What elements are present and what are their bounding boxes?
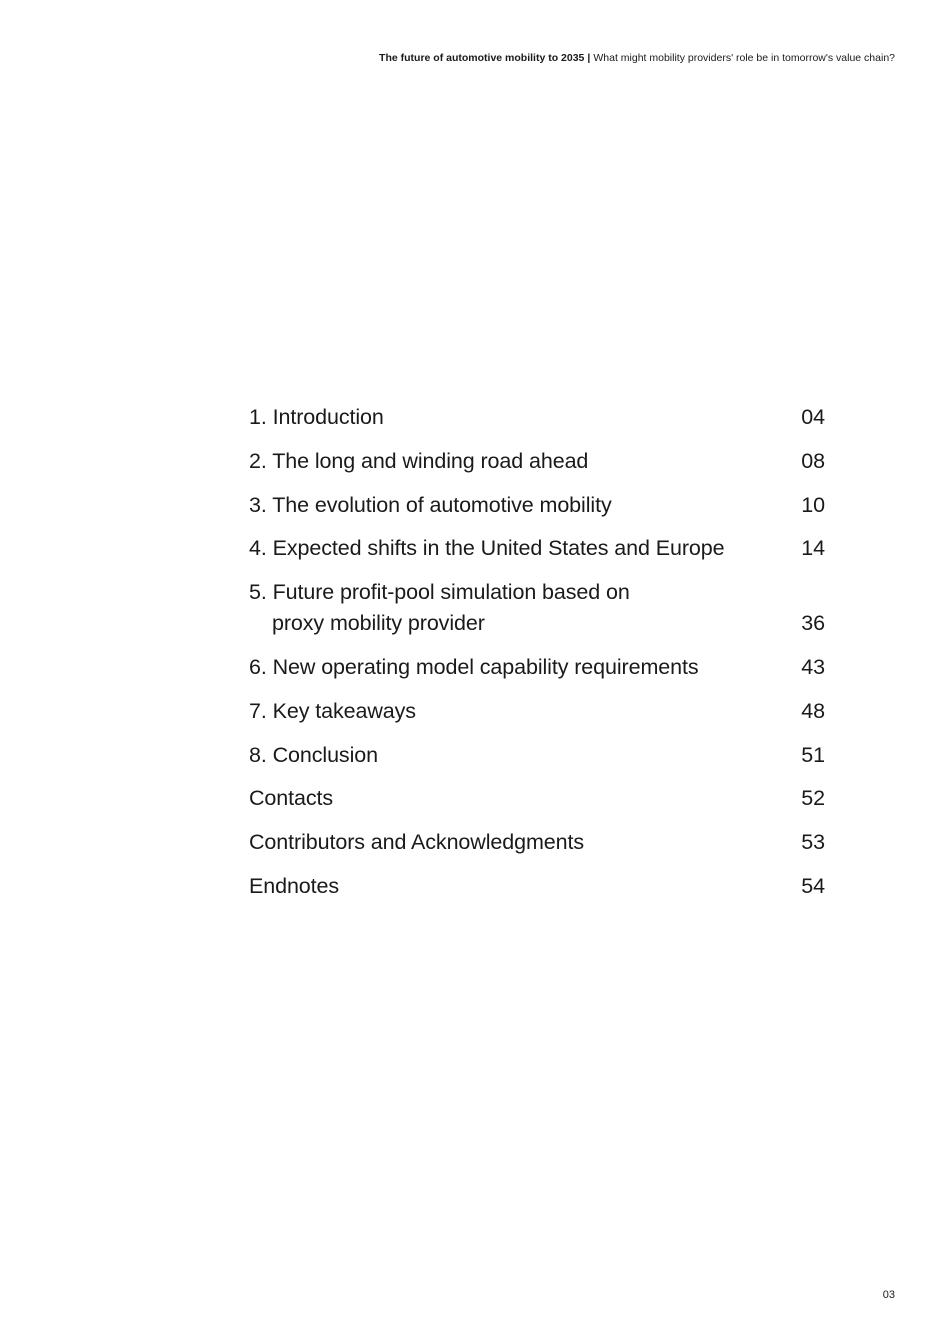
toc-entry-title	[249, 740, 378, 771]
toc-entry-page: 53	[801, 830, 825, 855]
toc-entry-title	[249, 533, 724, 564]
toc-entry-page: 14	[801, 536, 825, 561]
toc-entry-endnotes[interactable]	[249, 871, 825, 902]
toc-title-text: Contributors and Acknowledgments	[249, 830, 585, 855]
toc-title-text: 5. Future profit-pool simulation based on	[249, 580, 630, 605]
table-of-contents	[249, 402, 825, 915]
toc-entry-profit-pool-simulation[interactable]	[249, 577, 825, 639]
toc-entry-title	[249, 696, 416, 727]
toc-entry-title	[249, 871, 339, 902]
toc-title-text: 3. The evolution of automotive mobility	[249, 492, 612, 517]
toc-entry-page: 51	[801, 742, 825, 767]
toc-entry-operating-model[interactable]	[249, 652, 825, 683]
toc-entry-introduction[interactable]	[249, 402, 825, 433]
page-number: 03	[882, 1289, 895, 1301]
toc-entry-contacts[interactable]	[249, 783, 825, 814]
toc-entry-title	[249, 490, 612, 521]
toc-entry-page: 48	[801, 698, 825, 723]
toc-entry-page: 08	[801, 448, 825, 473]
toc-entry-title	[249, 577, 630, 639]
running-header	[379, 52, 895, 64]
toc-title-text: 8. Conclusion	[249, 742, 378, 767]
toc-entry-page: 43	[801, 654, 825, 679]
toc-title-text: 1. Introduction	[249, 405, 384, 429]
report-subtitle: What might mobility providers' role be in tomorrow's value chain?	[593, 52, 895, 64]
toc-entry-conclusion[interactable]	[249, 740, 825, 771]
toc-entry-contributors[interactable]	[249, 827, 825, 858]
toc-title-text: 6. New operating model capability requirements	[249, 654, 699, 679]
toc-entry-long-and-winding-road[interactable]	[249, 446, 825, 477]
toc-entry-page: 10	[801, 492, 825, 517]
toc-entry-page: 04	[801, 405, 825, 429]
toc-title-text: 7. Key takeaways	[249, 698, 416, 723]
toc-entry-page: 54	[801, 873, 825, 898]
header-separator: |	[587, 52, 591, 64]
toc-title-text: Endnotes	[249, 873, 340, 898]
toc-entry-title	[249, 652, 699, 683]
toc-entry-title	[249, 402, 384, 433]
toc-title-text: Contacts	[249, 786, 334, 811]
toc-entry-expected-shifts[interactable]	[249, 533, 825, 564]
toc-entry-page: 36	[801, 611, 825, 636]
report-title: The future of automotive mobility to 2035	[379, 52, 585, 64]
toc-entry-title	[249, 783, 333, 814]
toc-title-text: 4. Expected shifts in the United States and Europe	[249, 536, 725, 561]
toc-title-text: 2. The long and winding road ahead	[249, 448, 589, 473]
toc-entry-evolution-of-mobility[interactable]	[249, 490, 825, 521]
toc-entry-title	[249, 827, 584, 858]
toc-entry-title	[249, 446, 588, 477]
toc-entry-key-takeaways[interactable]	[249, 696, 825, 727]
toc-entry-page: 52	[801, 786, 825, 811]
toc-title-text-line2: proxy mobility provider	[272, 611, 485, 636]
